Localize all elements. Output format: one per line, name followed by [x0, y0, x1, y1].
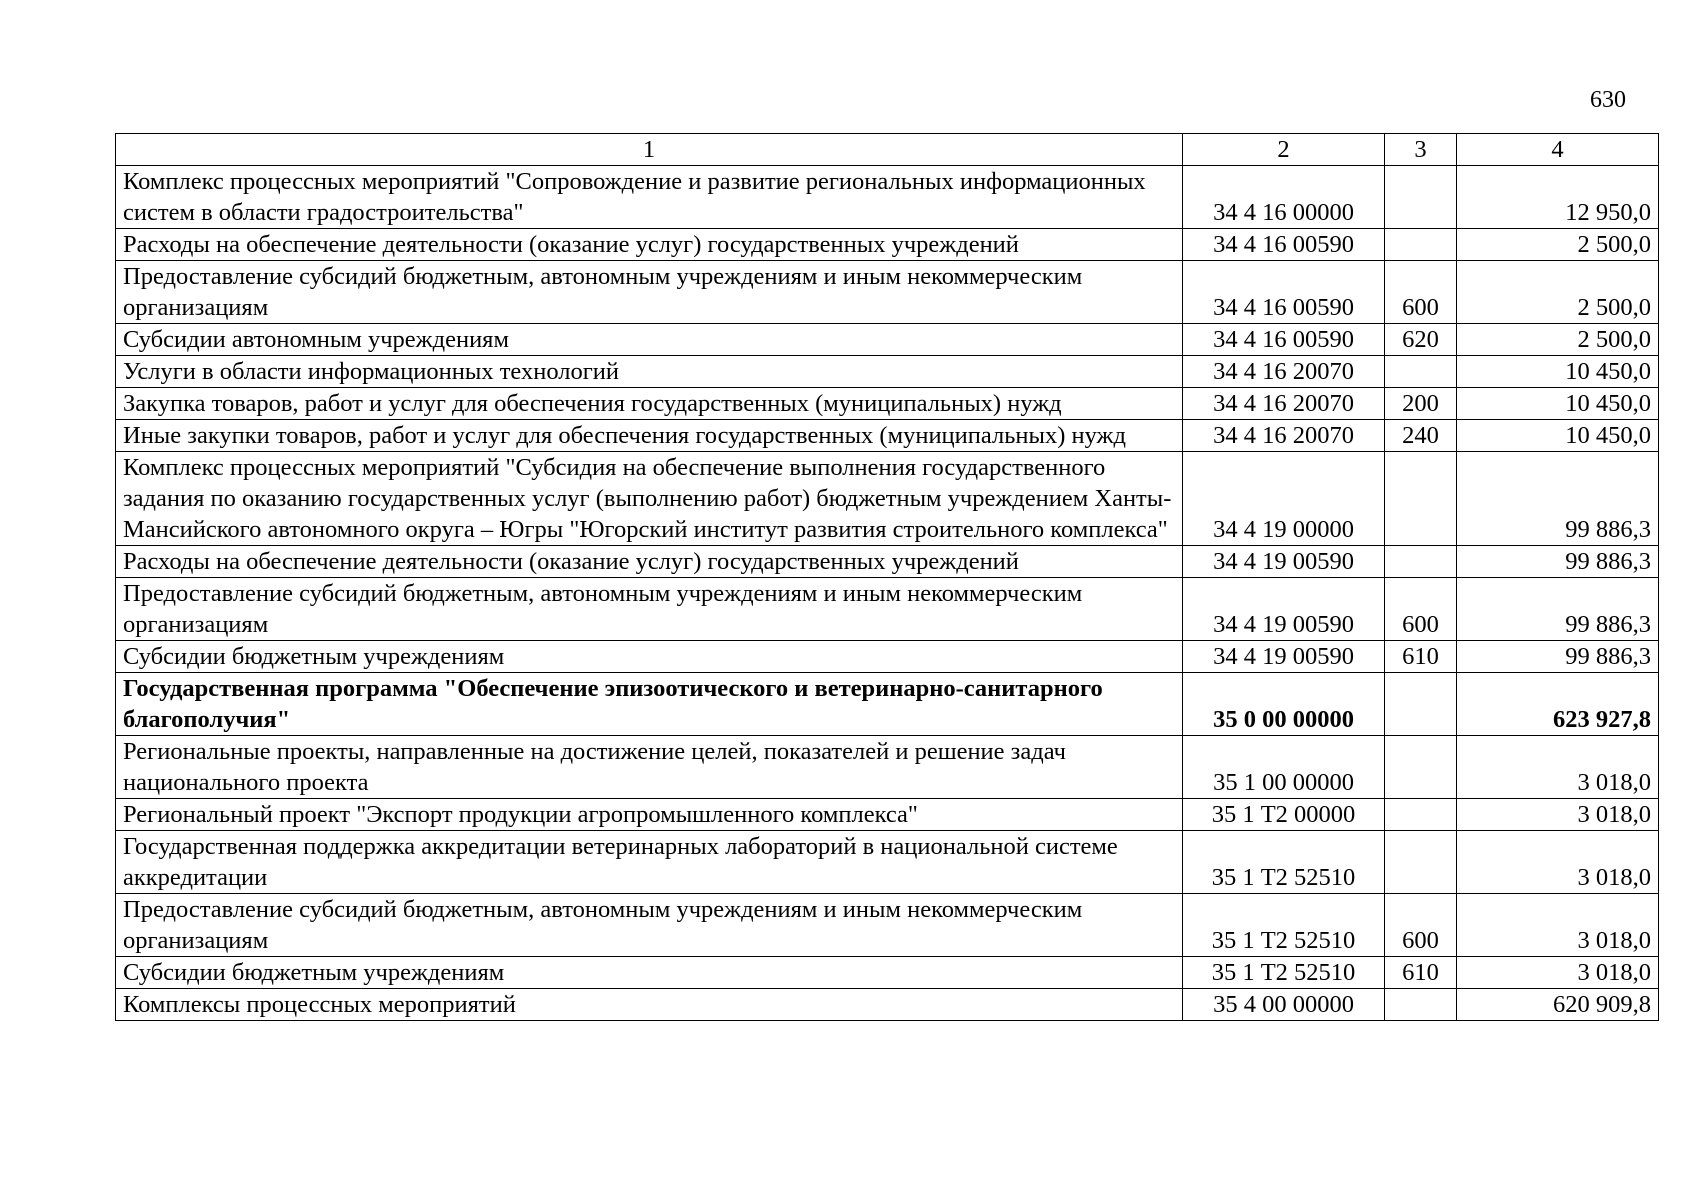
row-amount-cell: 12 950,0: [1457, 166, 1659, 229]
row-code-cell: 35 1 Т2 52510: [1183, 957, 1385, 989]
row-amount-cell: 10 450,0: [1457, 388, 1659, 420]
row-expense-type-cell: [1385, 831, 1457, 894]
row-amount-cell: 2 500,0: [1457, 261, 1659, 324]
row-name-cell: Предоставление субсидий бюджетным, автономным учреждениям и иным некоммерческим организациям: [116, 894, 1183, 957]
header-cell-name: 1: [116, 134, 1183, 166]
table-row: [116, 546, 1659, 578]
row-name-cell: Государственная программа "Обеспечение эпизоотического и ветеринарно-санитарного благополучия": [116, 673, 1183, 736]
row-code-cell: 35 4 00 00000: [1183, 989, 1385, 1021]
row-amount-cell: 99 886,3: [1457, 578, 1659, 641]
table-row: [116, 452, 1659, 546]
row-amount-cell: 99 886,3: [1457, 452, 1659, 546]
row-amount-cell: 3 018,0: [1457, 831, 1659, 894]
row-expense-type-cell: [1385, 736, 1457, 799]
row-amount-cell: 99 886,3: [1457, 641, 1659, 673]
row-name-cell: Комплекс процессных мероприятий "Сопровождение и развитие региональных информационных систем в области градостроительства": [116, 166, 1183, 229]
row-amount-cell: 10 450,0: [1457, 420, 1659, 452]
row-name-cell: Услуги в области информационных технологий: [116, 356, 1183, 388]
row-expense-type-cell: 600: [1385, 578, 1457, 641]
table-header-row: [116, 134, 1659, 166]
row-name-cell: Комплекс процессных мероприятий "Субсидия на обеспечение выполнения государственного задания по оказанию государственных услуг (выполнению работ) бюджетным учреждением Ханты-Мансийского автономного округа – Югры "Югорский институт развития строительного комплекса": [116, 452, 1183, 546]
header-cell-code: 2: [1183, 134, 1385, 166]
row-expense-type-cell: [1385, 452, 1457, 546]
row-expense-type-cell: 600: [1385, 894, 1457, 957]
row-amount-cell: 3 018,0: [1457, 957, 1659, 989]
row-name-cell: Расходы на обеспечение деятельности (оказание услуг) государственных учреждений: [116, 229, 1183, 261]
row-name-cell: Субсидии автономным учреждениям: [116, 324, 1183, 356]
row-code-cell: 35 1 Т2 52510: [1183, 894, 1385, 957]
table-row: [116, 989, 1659, 1021]
budget-table-body: [116, 134, 1659, 1021]
row-code-cell: 34 4 16 00590: [1183, 261, 1385, 324]
table-row: [116, 641, 1659, 673]
row-expense-type-cell: [1385, 166, 1457, 229]
page-number: 630: [1590, 87, 1626, 113]
row-amount-cell: 623 927,8: [1457, 673, 1659, 736]
row-expense-type-cell: 200: [1385, 388, 1457, 420]
table-row: [116, 324, 1659, 356]
row-name-cell: Закупка товаров, работ и услуг для обеспечения государственных (муниципальных) нужд: [116, 388, 1183, 420]
row-code-cell: 34 4 19 00000: [1183, 452, 1385, 546]
header-cell-amount: 4: [1457, 134, 1659, 166]
row-code-cell: 34 4 16 20070: [1183, 420, 1385, 452]
row-amount-cell: 99 886,3: [1457, 546, 1659, 578]
row-amount-cell: 2 500,0: [1457, 229, 1659, 261]
row-name-cell: Субсидии бюджетным учреждениям: [116, 641, 1183, 673]
row-name-cell: Расходы на обеспечение деятельности (оказание услуг) государственных учреждений: [116, 546, 1183, 578]
row-code-cell: 34 4 16 00590: [1183, 324, 1385, 356]
row-amount-cell: 3 018,0: [1457, 799, 1659, 831]
row-code-cell: 35 1 Т2 52510: [1183, 831, 1385, 894]
table-row: [116, 799, 1659, 831]
row-expense-type-cell: 610: [1385, 641, 1457, 673]
row-code-cell: 34 4 19 00590: [1183, 546, 1385, 578]
row-amount-cell: 620 909,8: [1457, 989, 1659, 1021]
row-expense-type-cell: [1385, 673, 1457, 736]
table-row: [116, 578, 1659, 641]
row-name-cell: Иные закупки товаров, работ и услуг для обеспечения государственных (муниципальных) нужд: [116, 420, 1183, 452]
table-row: [116, 388, 1659, 420]
header-cell-expense-type: 3: [1385, 134, 1457, 166]
row-code-cell: 34 4 16 00000: [1183, 166, 1385, 229]
row-expense-type-cell: [1385, 989, 1457, 1021]
row-code-cell: 35 1 Т2 00000: [1183, 799, 1385, 831]
row-expense-type-cell: [1385, 356, 1457, 388]
row-expense-type-cell: [1385, 229, 1457, 261]
row-amount-cell: 2 500,0: [1457, 324, 1659, 356]
row-code-cell: 34 4 16 20070: [1183, 356, 1385, 388]
table-row: [116, 957, 1659, 989]
table-row: [116, 166, 1659, 229]
table-row: [116, 736, 1659, 799]
row-name-cell: Государственная поддержка аккредитации ветеринарных лабораторий в национальной системе аккредитации: [116, 831, 1183, 894]
row-amount-cell: 10 450,0: [1457, 356, 1659, 388]
table-row: [116, 356, 1659, 388]
row-expense-type-cell: [1385, 546, 1457, 578]
table-row: [116, 229, 1659, 261]
row-name-cell: Предоставление субсидий бюджетным, автономным учреждениям и иным некоммерческим организациям: [116, 578, 1183, 641]
budget-table: [115, 133, 1659, 1021]
row-code-cell: 34 4 16 20070: [1183, 388, 1385, 420]
row-name-cell: Комплексы процессных мероприятий: [116, 989, 1183, 1021]
row-expense-type-cell: 610: [1385, 957, 1457, 989]
row-name-cell: Региональный проект "Экспорт продукции агропромышленного комплекса": [116, 799, 1183, 831]
table-row: [116, 894, 1659, 957]
row-code-cell: 35 0 00 00000: [1183, 673, 1385, 736]
row-code-cell: 34 4 19 00590: [1183, 578, 1385, 641]
row-name-cell: Субсидии бюджетным учреждениям: [116, 957, 1183, 989]
table-row: [116, 831, 1659, 894]
row-expense-type-cell: 620: [1385, 324, 1457, 356]
table-row: [116, 261, 1659, 324]
row-code-cell: 35 1 00 00000: [1183, 736, 1385, 799]
row-expense-type-cell: 600: [1385, 261, 1457, 324]
row-amount-cell: 3 018,0: [1457, 736, 1659, 799]
row-name-cell: Региональные проекты, направленные на достижение целей, показателей и решение задач национального проекта: [116, 736, 1183, 799]
row-name-cell: Предоставление субсидий бюджетным, автономным учреждениям и иным некоммерческим организациям: [116, 261, 1183, 324]
table-row: [116, 673, 1659, 736]
row-code-cell: 34 4 19 00590: [1183, 641, 1385, 673]
row-expense-type-cell: 240: [1385, 420, 1457, 452]
row-code-cell: 34 4 16 00590: [1183, 229, 1385, 261]
row-expense-type-cell: [1385, 799, 1457, 831]
table-row: [116, 420, 1659, 452]
row-amount-cell: 3 018,0: [1457, 894, 1659, 957]
